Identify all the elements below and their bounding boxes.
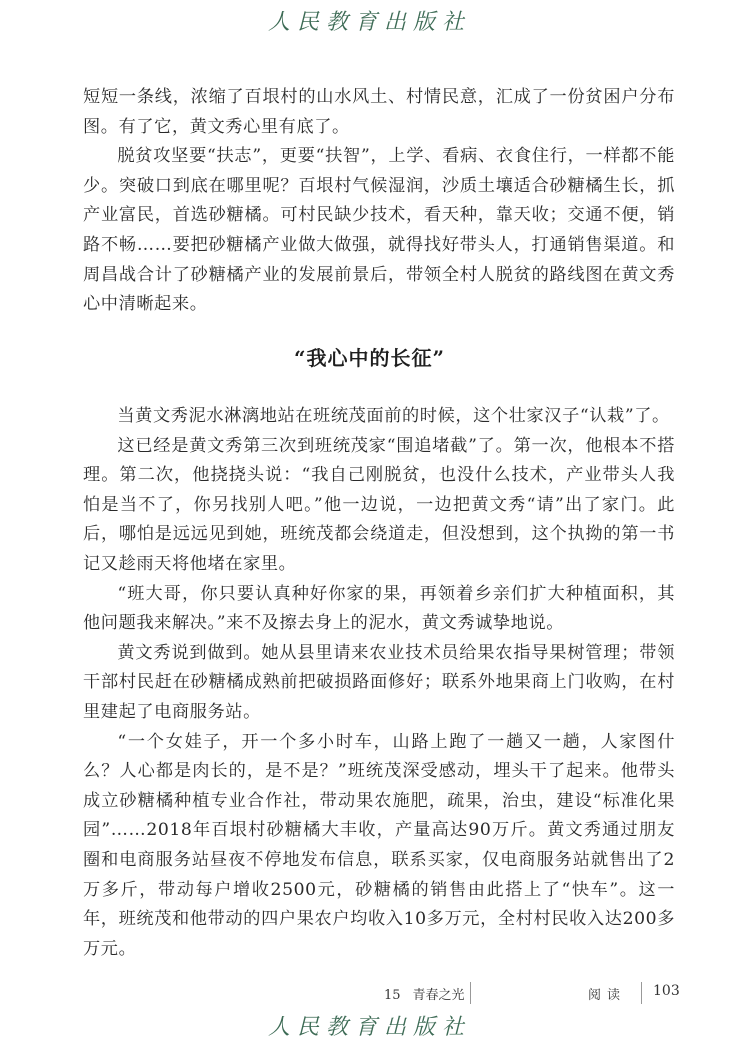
paragraph: 脱贫攻坚要“扶志”，更要“扶智”，上学、看病、衣食住行，一样都不能少。突破口到底在哪里呢？百垠村气候湿润，沙质土壤适合砂糖橘生长，抓产业富民，首选砂糖橘。可村民缺少技术，看天种，靠天收；交通不便，销路不畅……要把砂糖橘产业做大做强，就得找好带头人，打通销售渠道。和周昌战合计了砂糖橘产业的发展前景后，带领全村人脱贫的路线图在黄文秀心中清晰起来。 [83, 146, 675, 315]
footer-divider [470, 982, 471, 1004]
publisher-logo-footer: 人民教育出版社 [267, 1015, 471, 1040]
text-block-bottom [83, 402, 675, 964]
section-heading: “我心中的长征” [293, 346, 445, 370]
chapter-title: 青春之光 [412, 988, 465, 1003]
paragraph: 短短一条线，浓缩了百垠村的山水风土、村情民意，汇成了一份贫困户分布图。有了它，黄文秀心里有底了。 [83, 87, 675, 137]
paragraph: “一个女娃子，开一个多小时车，山路上跑了一趟又一趟，人家图什么？人心都是肉长的，是不是？”班统茂深受感动，埋头干了起来。他带头成立砂糖橘种植专业合作社，带动果农施肥，疏果，治虫，建设“标准化果园”……2018年百垠村砂糖橘大丰收，产量高达90万斤。黄文秀通过朋友圈和电商服务站昼夜不停地发布信息，联系买家，仅电商服务站就售出了2万多斤，带动每户增收2500元，砂糖橘的销售由此搭上了“快车”。这一年，班统茂和他带动的四户果农户均收入10多万元，全村村民收入达200多万元。 [83, 731, 675, 959]
chapter-number: 15 [384, 988, 401, 1003]
publisher-logo-header: 人民教育出版社 [267, 10, 471, 35]
section-label: 阅读 [588, 988, 627, 1003]
paragraph: 黄文秀说到做到。她从县里请来农业技术员给果农指导果树管理；带领干部村民赶在砂糖橘成熟前把破损路面修好；联系外地果商上门收购，在村里建起了电商服务站。 [83, 642, 675, 722]
paragraph: 当黄文秀泥水淋漓地站在班统茂面前的时候，这个壮家汉子“认栽”了。 [117, 406, 670, 426]
footer-divider [641, 982, 642, 1004]
text-block-top [83, 83, 675, 320]
page-number: 103 [653, 983, 680, 999]
paragraph: “班大哥，你只要认真种好你家的果，再领着乡亲们扩大种植面积，其他问题我来解决。”来不及擦去身上的泥水，黄文秀诚挚地说。 [83, 583, 675, 634]
paragraph: 这已经是黄文秀第三次到班统茂家“围追堵截”了。第一次，他根本不搭理。第二次，他挠挠头说：“我自己刚脱贫，也没什么技术，产业带头人我怕是当不了，你另找别人吧。”他一边说，一边把黄文秀“请”出了家门。此后，哪怕是远远见到她，班统茂都会绕道走，但没想到，这个执拗的第一书记又趁雨天将他堵在家里。 [83, 435, 675, 574]
page-footer [0, 982, 739, 1006]
chapter-label [384, 984, 465, 1003]
